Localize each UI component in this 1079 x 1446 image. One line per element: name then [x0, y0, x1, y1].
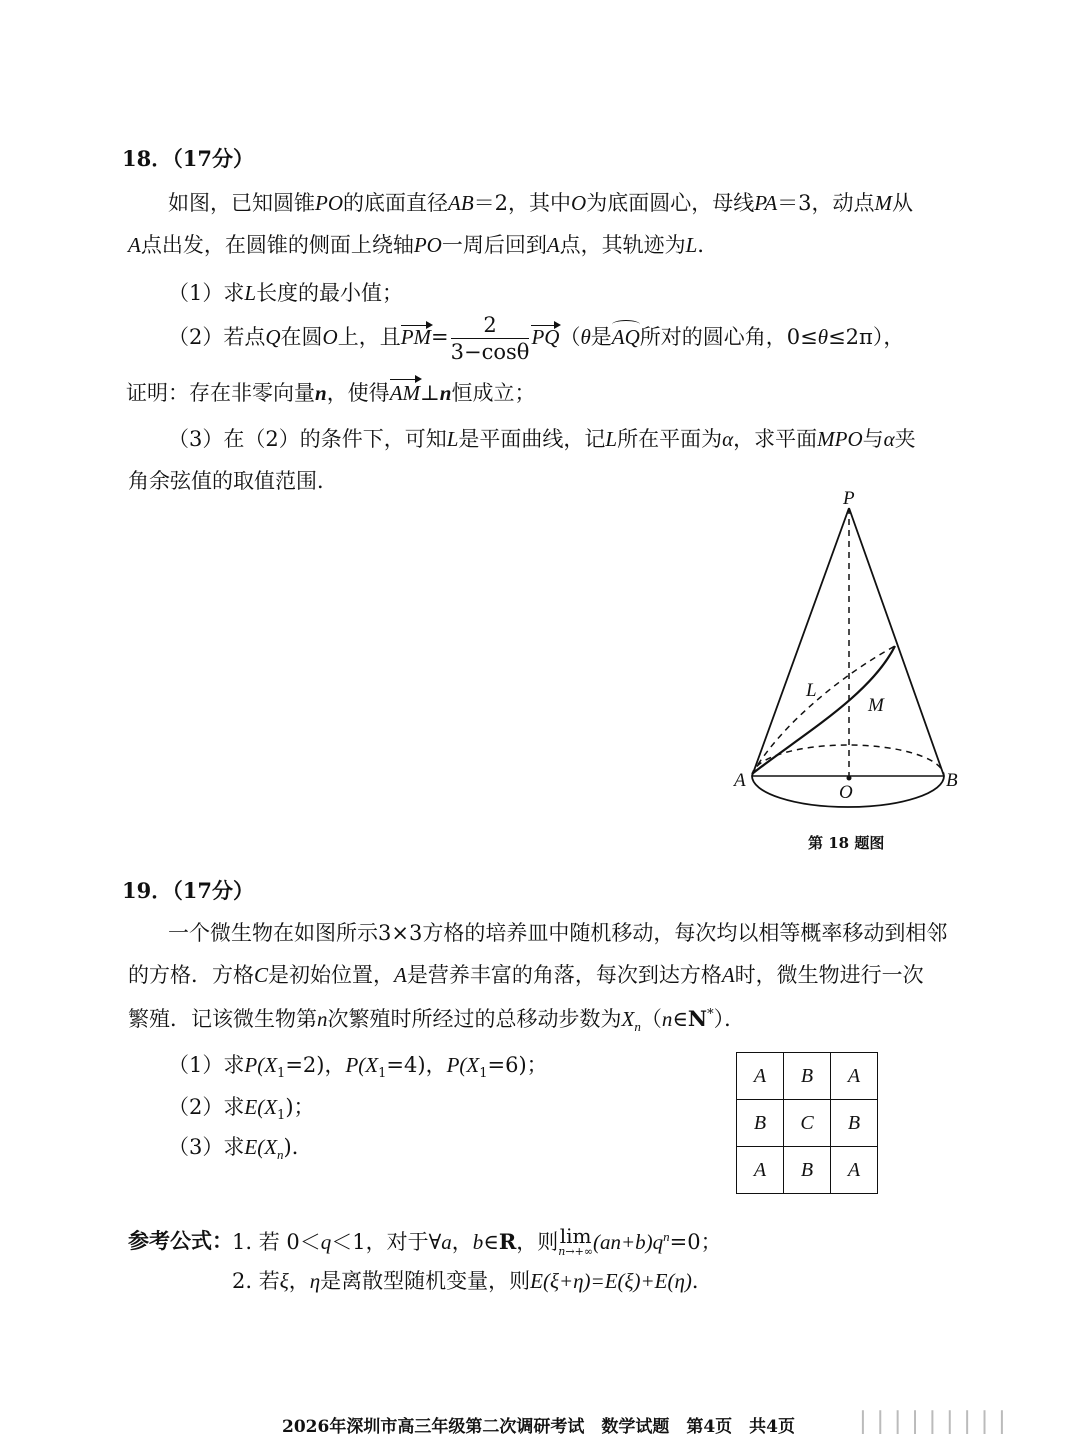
- grid-cell: B: [831, 1100, 878, 1147]
- ref-label: 参考公式：: [128, 1228, 233, 1253]
- ref-formula-1: 1. 若 0＜q＜1，对于∀a，b∈R，则 lim n→+∞ $(an+b)q^n=0$；: [232, 1223, 722, 1258]
- cone-generatrix-PB: [849, 508, 944, 776]
- q18-part2-prove: 证明：存在非零向量n，使得AM⊥n恒成立；: [126, 378, 535, 408]
- q19-part1: （1）求$P(X_1=2)$，$P(X_1=4)$，$P(X_1=6)$；: [168, 1053, 548, 1081]
- label-A: A: [734, 770, 746, 791]
- grid-cell: C: [784, 1100, 831, 1147]
- grid-cell: A: [831, 1147, 878, 1194]
- scan-artifact-bars-icon: ▏▏▏▏▏▏▏▏▏: [862, 1410, 1019, 1434]
- base-back-arc: [752, 745, 944, 776]
- fraction: $\frac{2}{3-\cos\theta}$: [450, 313, 530, 364]
- q18-part3-line1: （3）在（2）的条件下，可知L是平面曲线，记L所在平面为α，求平面MPO与α夹: [168, 427, 916, 451]
- grid-cell: A: [737, 1053, 784, 1100]
- label-O: O: [839, 782, 853, 803]
- grid-cell: B: [737, 1100, 784, 1147]
- grid-cell: B: [784, 1147, 831, 1194]
- limit-operator: lim n→+∞: [558, 1223, 593, 1258]
- vector-PQ: PQ: [531, 325, 560, 349]
- label-P: P: [843, 488, 855, 509]
- figure-caption: 第 18 题图: [808, 834, 885, 852]
- cone-figure: [720, 486, 980, 826]
- q18-header: 18．（17分）: [122, 146, 254, 171]
- label-L: L: [806, 680, 817, 701]
- vector-AM: AM: [390, 378, 420, 408]
- q18-part2: （2）若点Q在圆O上，且PM= $\frac{2}{3-\cos\theta}$ PQ（θ是AQ所对的圆心角，0≤θ≤2π），: [168, 313, 905, 364]
- q18-stem-line1: 如图，已知圆锥PO的底面直径AB＝2，其中O为底面圆心，母线PA＝3，动点M从: [168, 191, 914, 215]
- center-O-dot: [847, 776, 852, 781]
- q18-stem-line2: A点出发，在圆锥的侧面上绕轴PO一周后回到A点，其轨迹为L．: [128, 233, 719, 257]
- grid-cell: A: [737, 1147, 784, 1194]
- ref-formula-2: 2. 若ξ，η是离散型随机变量，则E(ξ+η)=E(ξ)+E(η)．: [232, 1269, 713, 1293]
- grid-cell: A: [831, 1053, 878, 1100]
- q19-part2: （2）求$E(X_1)$；: [168, 1095, 315, 1123]
- q19-stem-line2: 的方格．方格C是初始位置，A是营养丰富的角落，每次到达方格A时，微生物进行一次: [128, 963, 924, 987]
- grid-cell: B: [784, 1053, 831, 1100]
- q19-stem-line1: 一个微生物在如图所示3×3方格的培养皿中随机移动，每次均以相等概率移动到相邻: [168, 921, 948, 945]
- q19-stem-line3: 繁殖．记该微生物第n次繁殖时所经过的总移动步数为$X_n(n\in N^*)$．: [128, 1006, 746, 1034]
- q19-part3: （3）求$E(X_n)$．: [168, 1135, 313, 1162]
- q18-part3-line2: 角余弦值的取值范围．: [128, 469, 338, 493]
- page-footer: 2026年深圳市高三年级第二次调研考试 数学试题 第4页 共4页: [282, 1417, 795, 1437]
- vector-PM: PM: [400, 325, 432, 349]
- label-M: M: [868, 695, 884, 716]
- arc-AQ: AQ: [611, 325, 640, 349]
- q18-part1: （1）求L长度的最小值；: [168, 281, 404, 305]
- cone-generatrix-PA: [752, 508, 849, 776]
- label-B: B: [946, 770, 958, 791]
- q19-header: 19．（17分）: [122, 878, 254, 903]
- petri-grid-3x3: [736, 1052, 878, 1194]
